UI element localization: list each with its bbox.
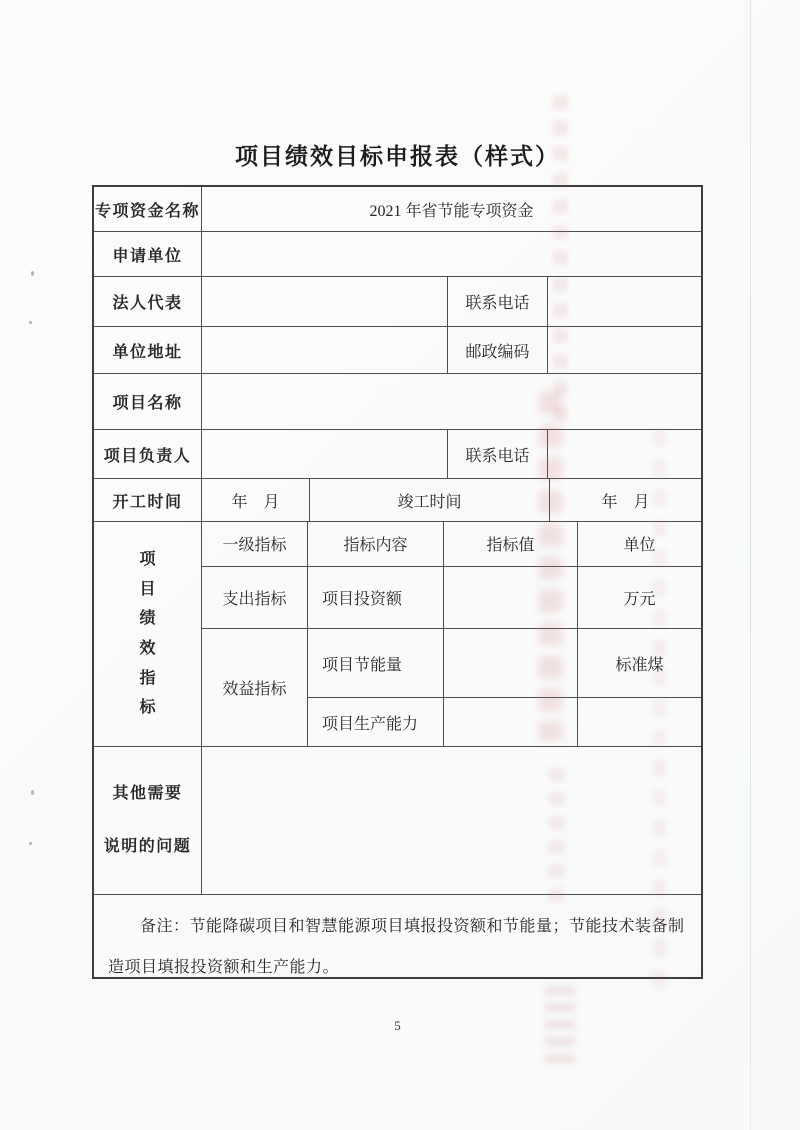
legal-rep-label: 法人代表 xyxy=(94,277,202,326)
section-performance-indicators xyxy=(94,522,701,747)
production-capacity-row xyxy=(308,698,701,746)
project-name-value xyxy=(202,374,701,429)
energy-saving-row xyxy=(308,629,701,698)
page-title: 项目绩效目标申报表（样式） xyxy=(235,144,560,169)
leader-phone-value xyxy=(548,430,701,478)
scan-speck xyxy=(29,321,32,324)
energy-saving-content: 项目节能量 xyxy=(308,629,444,697)
legal-rep-value xyxy=(202,277,448,326)
expenditure-content: 项目投资额 xyxy=(308,567,444,628)
start-time-label: 开工时间 xyxy=(94,479,202,521)
remark-text: 备注：节能降碳项目和智慧能源项目填报投资额和节能量；节能技术装备制造项目填报投资额和生产能力。 xyxy=(108,918,685,976)
production-capacity-unit xyxy=(578,698,701,746)
header-value: 指标值 xyxy=(444,522,578,566)
end-time-label: 竣工时间 xyxy=(310,479,550,521)
benefit-rows xyxy=(202,629,701,746)
other-notes-value xyxy=(202,747,701,894)
leader-value xyxy=(202,430,448,478)
page-edge-line xyxy=(750,0,751,1130)
end-time-value: 年 月 xyxy=(601,493,650,511)
other-notes-label-line2: 说明的问题 xyxy=(103,837,192,855)
row-project-name xyxy=(94,374,701,430)
scan-speck xyxy=(31,790,34,795)
other-notes-label xyxy=(94,747,202,894)
scan-speck xyxy=(31,271,34,276)
remark-cell xyxy=(94,895,701,977)
postcode-label: 邮政编码 xyxy=(448,327,548,373)
applicant-label: 申请单位 xyxy=(94,232,202,276)
special-fund-value: 2021 年省节能专项资金 xyxy=(369,202,534,220)
special-fund-label: 专项资金名称 xyxy=(94,187,202,231)
leader-label: 项目负责人 xyxy=(94,430,202,478)
applicant-value xyxy=(202,232,701,276)
start-time-value: 年 月 xyxy=(202,479,310,521)
production-capacity-value xyxy=(444,698,578,746)
header-level1: 一级指标 xyxy=(202,522,308,566)
address-value xyxy=(202,327,448,373)
address-label: 单位地址 xyxy=(94,327,202,373)
page-number: 5 xyxy=(394,1018,401,1033)
header-content: 指标内容 xyxy=(308,522,444,566)
row-special-fund xyxy=(94,187,701,232)
expenditure-level1: 支出指标 xyxy=(202,567,308,628)
indicators-grid xyxy=(202,522,701,746)
indicators-section-label-text: 项目绩效指标 xyxy=(139,551,156,717)
scan-speck xyxy=(29,842,32,845)
header-unit: 单位 xyxy=(623,537,656,555)
row-other-notes xyxy=(94,747,701,895)
row-address xyxy=(94,327,701,374)
benefit-sub-grid xyxy=(308,629,701,746)
application-form-table xyxy=(92,185,703,979)
postcode-value xyxy=(548,327,701,373)
row-project-leader xyxy=(94,430,701,479)
row-schedule xyxy=(94,479,701,522)
benefit-level1: 效益指标 xyxy=(202,629,308,746)
indicators-section-label xyxy=(94,522,202,746)
expenditure-unit: 万元 xyxy=(623,590,656,608)
indicators-header-row xyxy=(202,522,701,567)
project-name-label: 项目名称 xyxy=(94,374,202,429)
row-remark xyxy=(94,895,701,977)
production-capacity-content: 项目生产能力 xyxy=(308,698,444,746)
leader-phone-label: 联系电话 xyxy=(448,430,548,478)
legal-rep-phone-value xyxy=(548,277,701,326)
energy-saving-value xyxy=(444,629,578,697)
energy-saving-unit: 标准煤 xyxy=(615,656,664,674)
legal-rep-phone-label: 联系电话 xyxy=(448,277,548,326)
other-notes-label-line1: 其他需要 xyxy=(112,784,183,802)
row-applicant xyxy=(94,232,701,277)
row-legal-rep xyxy=(94,277,701,327)
expenditure-value xyxy=(444,567,578,628)
expenditure-row xyxy=(202,567,701,629)
